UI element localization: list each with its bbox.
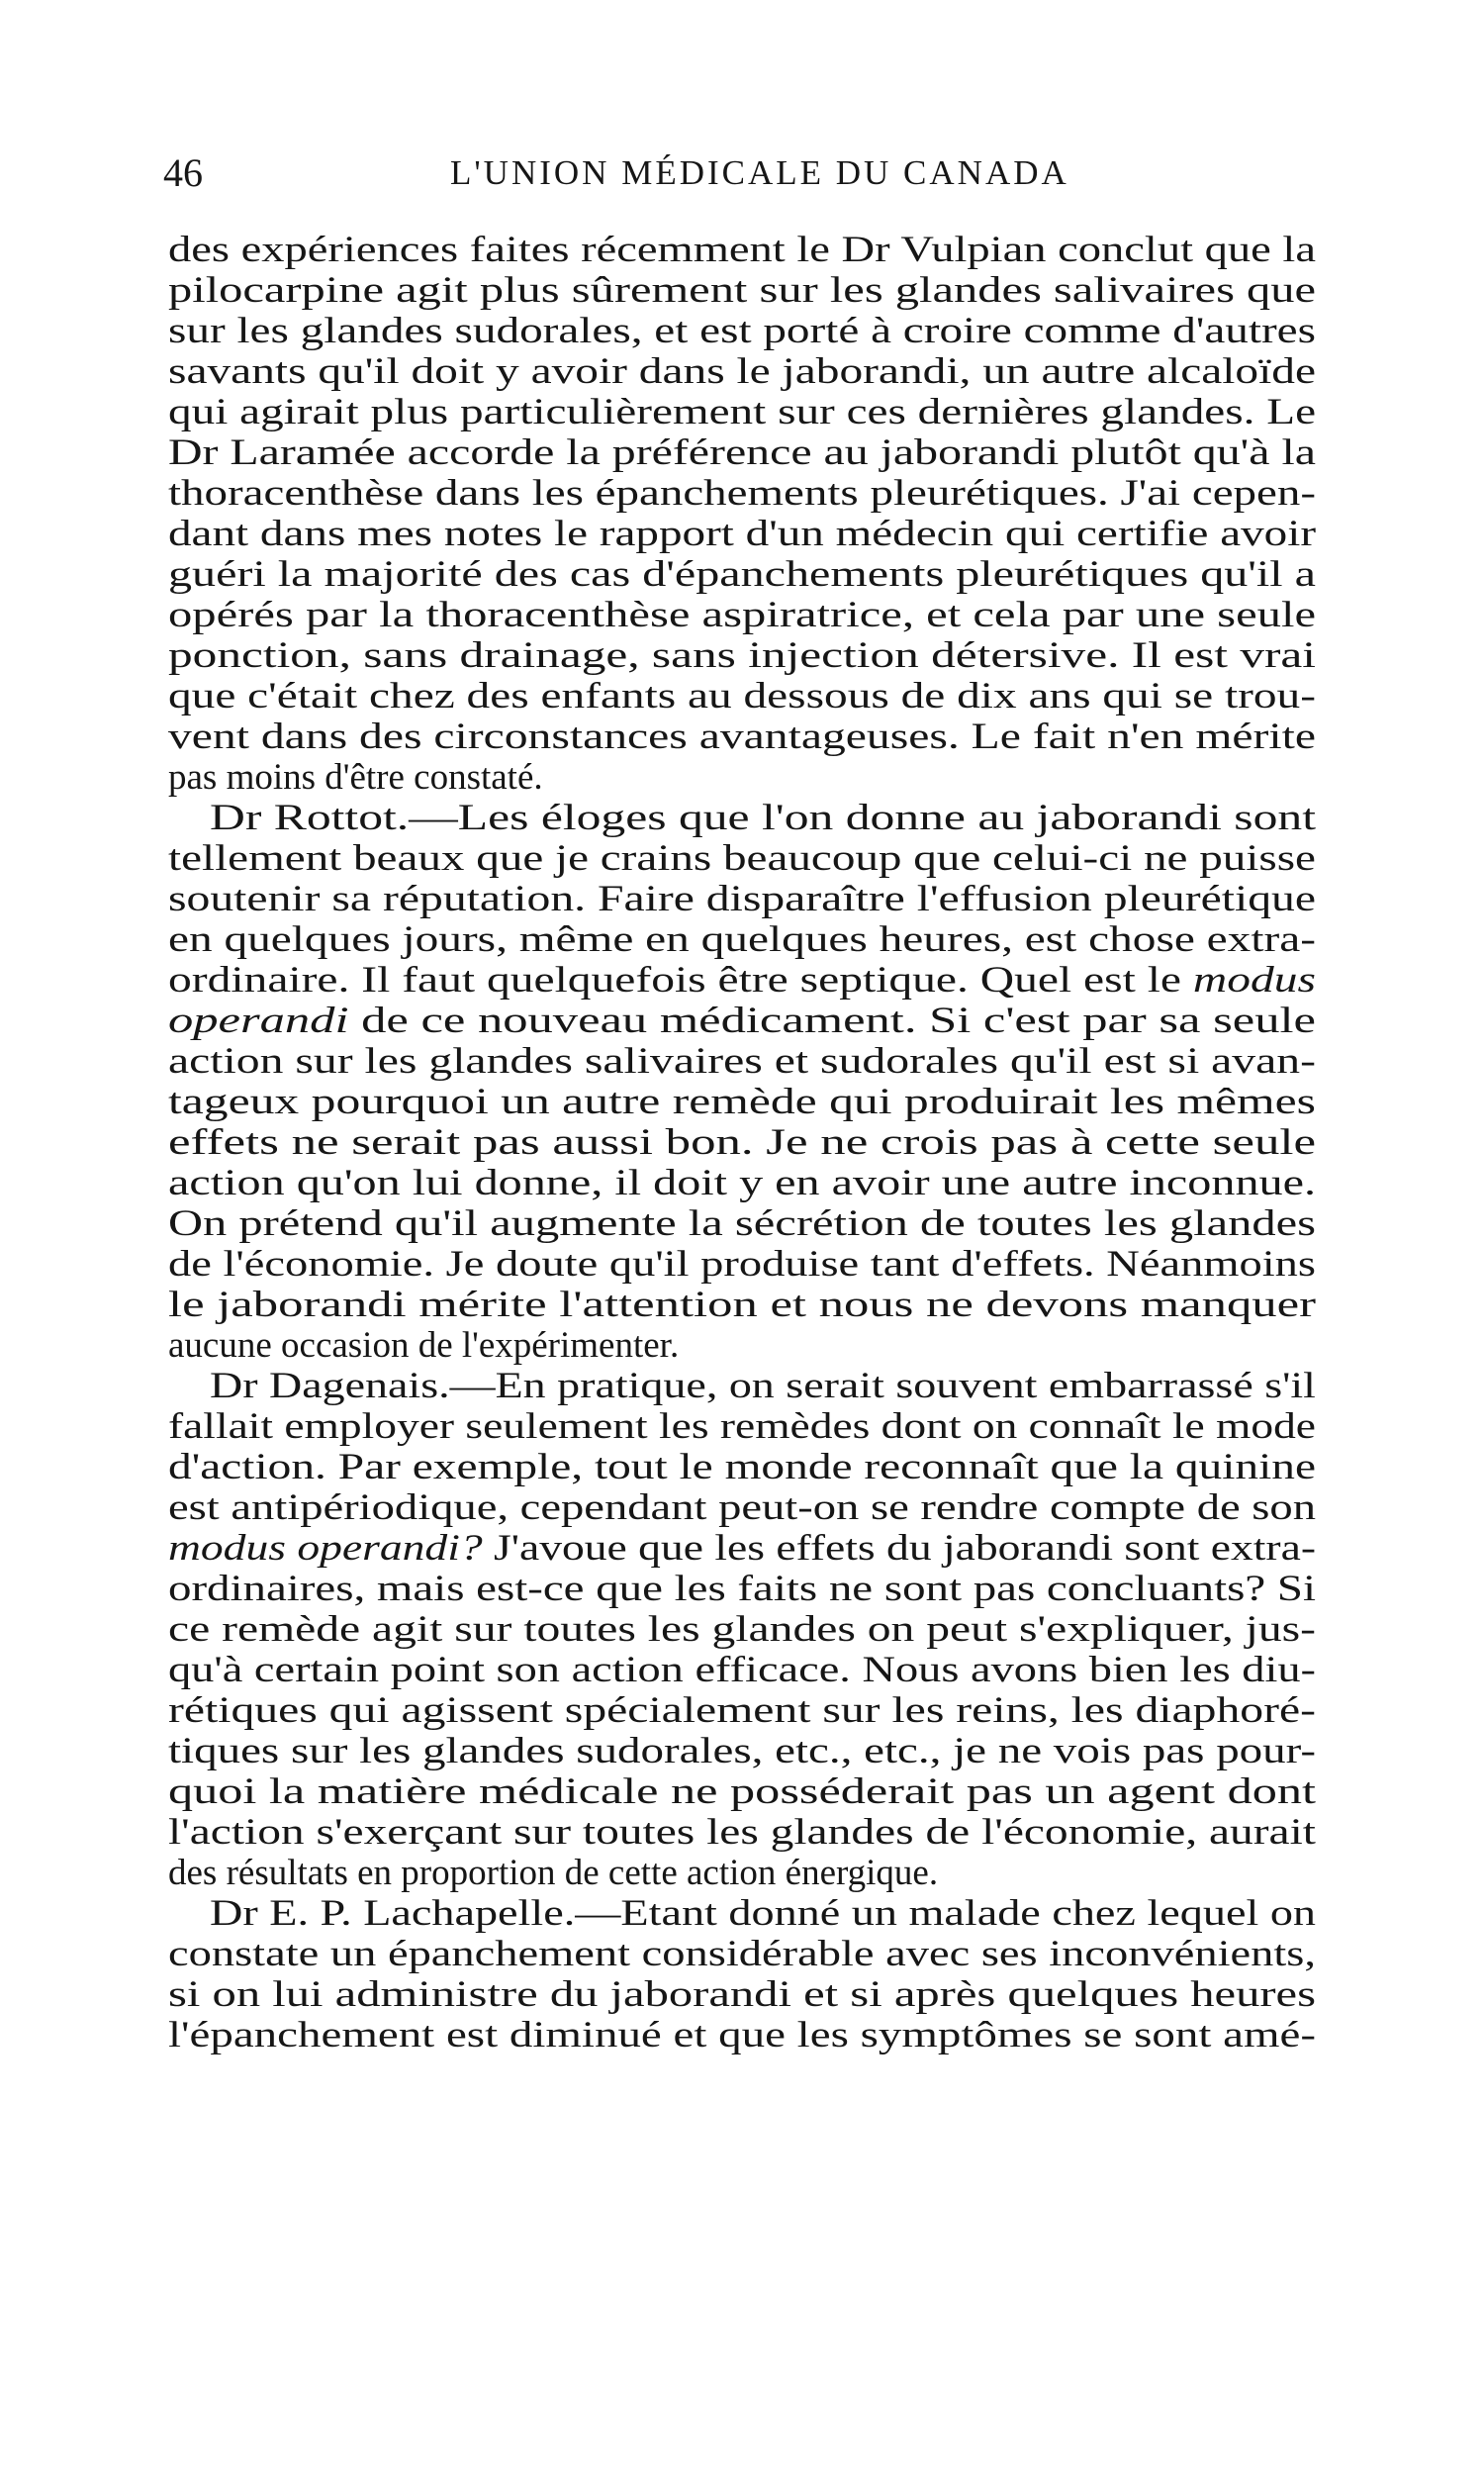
text-line: si on lui administre du jaborandi et si après quelques heures xyxy=(168,1974,1317,2015)
text-line: sur les glandes sudorales, et est porté à croire comme d'autres xyxy=(168,311,1316,351)
text-line: constate un épanchement considérable avec ses inconvénients, xyxy=(168,1934,1316,1974)
text-line: thoracenthèse dans les épanchements pleurétiques. J'ai cepen- xyxy=(168,473,1317,514)
text-line: des résultats en proportion de cette action énergique. xyxy=(168,1853,939,1893)
text-line: qui agirait plus particulièrement sur ces dernières glandes. Le xyxy=(168,392,1317,432)
body-text xyxy=(168,230,1316,2055)
text-line: opérés par la thoracenthèse aspiratrice, et cela par une seule xyxy=(168,595,1317,635)
text-line: que c'était chez des enfants au dessous de dix ans qui se trou- xyxy=(168,676,1316,717)
text-line: savants qu'il doit y avoir dans le jaborandi, un autre alcaloïde xyxy=(168,351,1317,392)
text-line: tellement beaux que je crains beaucoup que celui-ci ne puisse xyxy=(168,838,1316,879)
text-line: d'action. Par exemple, tout le monde reconnaît que la quinine xyxy=(168,1447,1317,1487)
text-line: pilocarpine agit plus sûrement sur les glandes salivaires que xyxy=(168,270,1317,311)
text-line: Dr Laramée accorde la préférence au jaborandi plutôt qu'à la xyxy=(168,432,1316,473)
text-line: ponction, sans drainage, sans injection détersive. Il est vrai xyxy=(168,635,1316,676)
text-line: des expériences faites récemment le Dr Vulpian conclut que la xyxy=(168,230,1316,270)
text-line: ce remède agit sur toutes les glandes on peut s'expliquer, jus- xyxy=(168,1609,1317,1650)
journal-title: L'UNION MÉDICALE DU CANADA xyxy=(450,153,1069,192)
text-line: en quelques jours, même en quelques heures, est chose extra- xyxy=(168,919,1316,960)
page-number: 46 xyxy=(163,150,203,195)
paragraph-start-line: Dr E. P. Lachapelle.—Etant donné un malade chez lequel on xyxy=(210,1893,1317,1934)
text-line: ordinaires, mais est-ce que les faits ne sont pas concluants? Si xyxy=(168,1569,1317,1609)
text-line: vent dans des circonstances avantageuses. Le fait n'en mérite xyxy=(168,717,1316,757)
text-line: action qu'on lui donne, il doit y en avoir une autre inconnue. xyxy=(168,1163,1317,1203)
text-line: est antipériodique, cependant peut-on se rendre compte de son xyxy=(168,1487,1317,1528)
text-line: effets ne serait pas aussi bon. Je ne crois pas à cette seule xyxy=(168,1122,1317,1163)
running-head xyxy=(163,148,1103,198)
text-line: quoi la matière médicale ne posséderait pas un agent dont xyxy=(168,1771,1316,1812)
text-line: soutenir sa réputation. Faire disparaître l'effusion pleurétique xyxy=(168,879,1317,919)
text-line: aucune occasion de l'expérimenter. xyxy=(168,1325,680,1366)
text-line: l'action s'exerçant sur toutes les glandes de l'économie, aurait xyxy=(168,1812,1316,1853)
text-line: le jaborandi mérite l'attention et nous ne devons manquer xyxy=(168,1285,1316,1325)
text-line: ordinaire. Il faut quelquefois être septique. Quel est le modus xyxy=(168,960,1317,1001)
text-line: qu'à certain point son action efficace. Nous avons bien les diu- xyxy=(168,1650,1317,1690)
text-line: guéri la majorité des cas d'épanchements pleurétiques qu'il a xyxy=(168,554,1317,595)
text-line: action sur les glandes salivaires et sudorales qu'il est si avan- xyxy=(168,1041,1316,1082)
text-line: dant dans mes notes le rapport d'un médecin qui certifie avoir xyxy=(168,514,1317,554)
text-line: fallait employer seulement les remèdes dont on connaît le mode xyxy=(168,1406,1316,1447)
text-line: tiques sur les glandes sudorales, etc., etc., je ne vois pas pour- xyxy=(168,1731,1317,1771)
text-line: l'épanchement est diminué et que les symptômes se sont amé- xyxy=(168,2015,1317,2055)
text-line: rétiques qui agissent spécialement sur les reins, les diaphoré- xyxy=(168,1690,1316,1731)
paragraph-start-line: Dr Rottot.—Les éloges que l'on donne au jaborandi sont xyxy=(210,798,1316,838)
text-line: de l'économie. Je doute qu'il produise tant d'effets. Néanmoins xyxy=(168,1244,1316,1285)
text-line: On prétend qu'il augmente la sécrétion de toutes les glandes xyxy=(168,1203,1316,1244)
text-line: operandi de ce nouveau médicament. Si c'est par sa seule xyxy=(168,1001,1316,1041)
text-line: pas moins d'être constaté. xyxy=(168,757,543,798)
paragraph-start-line: Dr Dagenais.—En pratique, on serait souvent embarrassé s'il xyxy=(210,1366,1316,1406)
text-line: tageux pourquoi un autre remède qui produirait les mêmes xyxy=(168,1082,1316,1122)
text-line: modus operandi? J'avoue que les effets du jaborandi sont extra- xyxy=(168,1528,1317,1569)
